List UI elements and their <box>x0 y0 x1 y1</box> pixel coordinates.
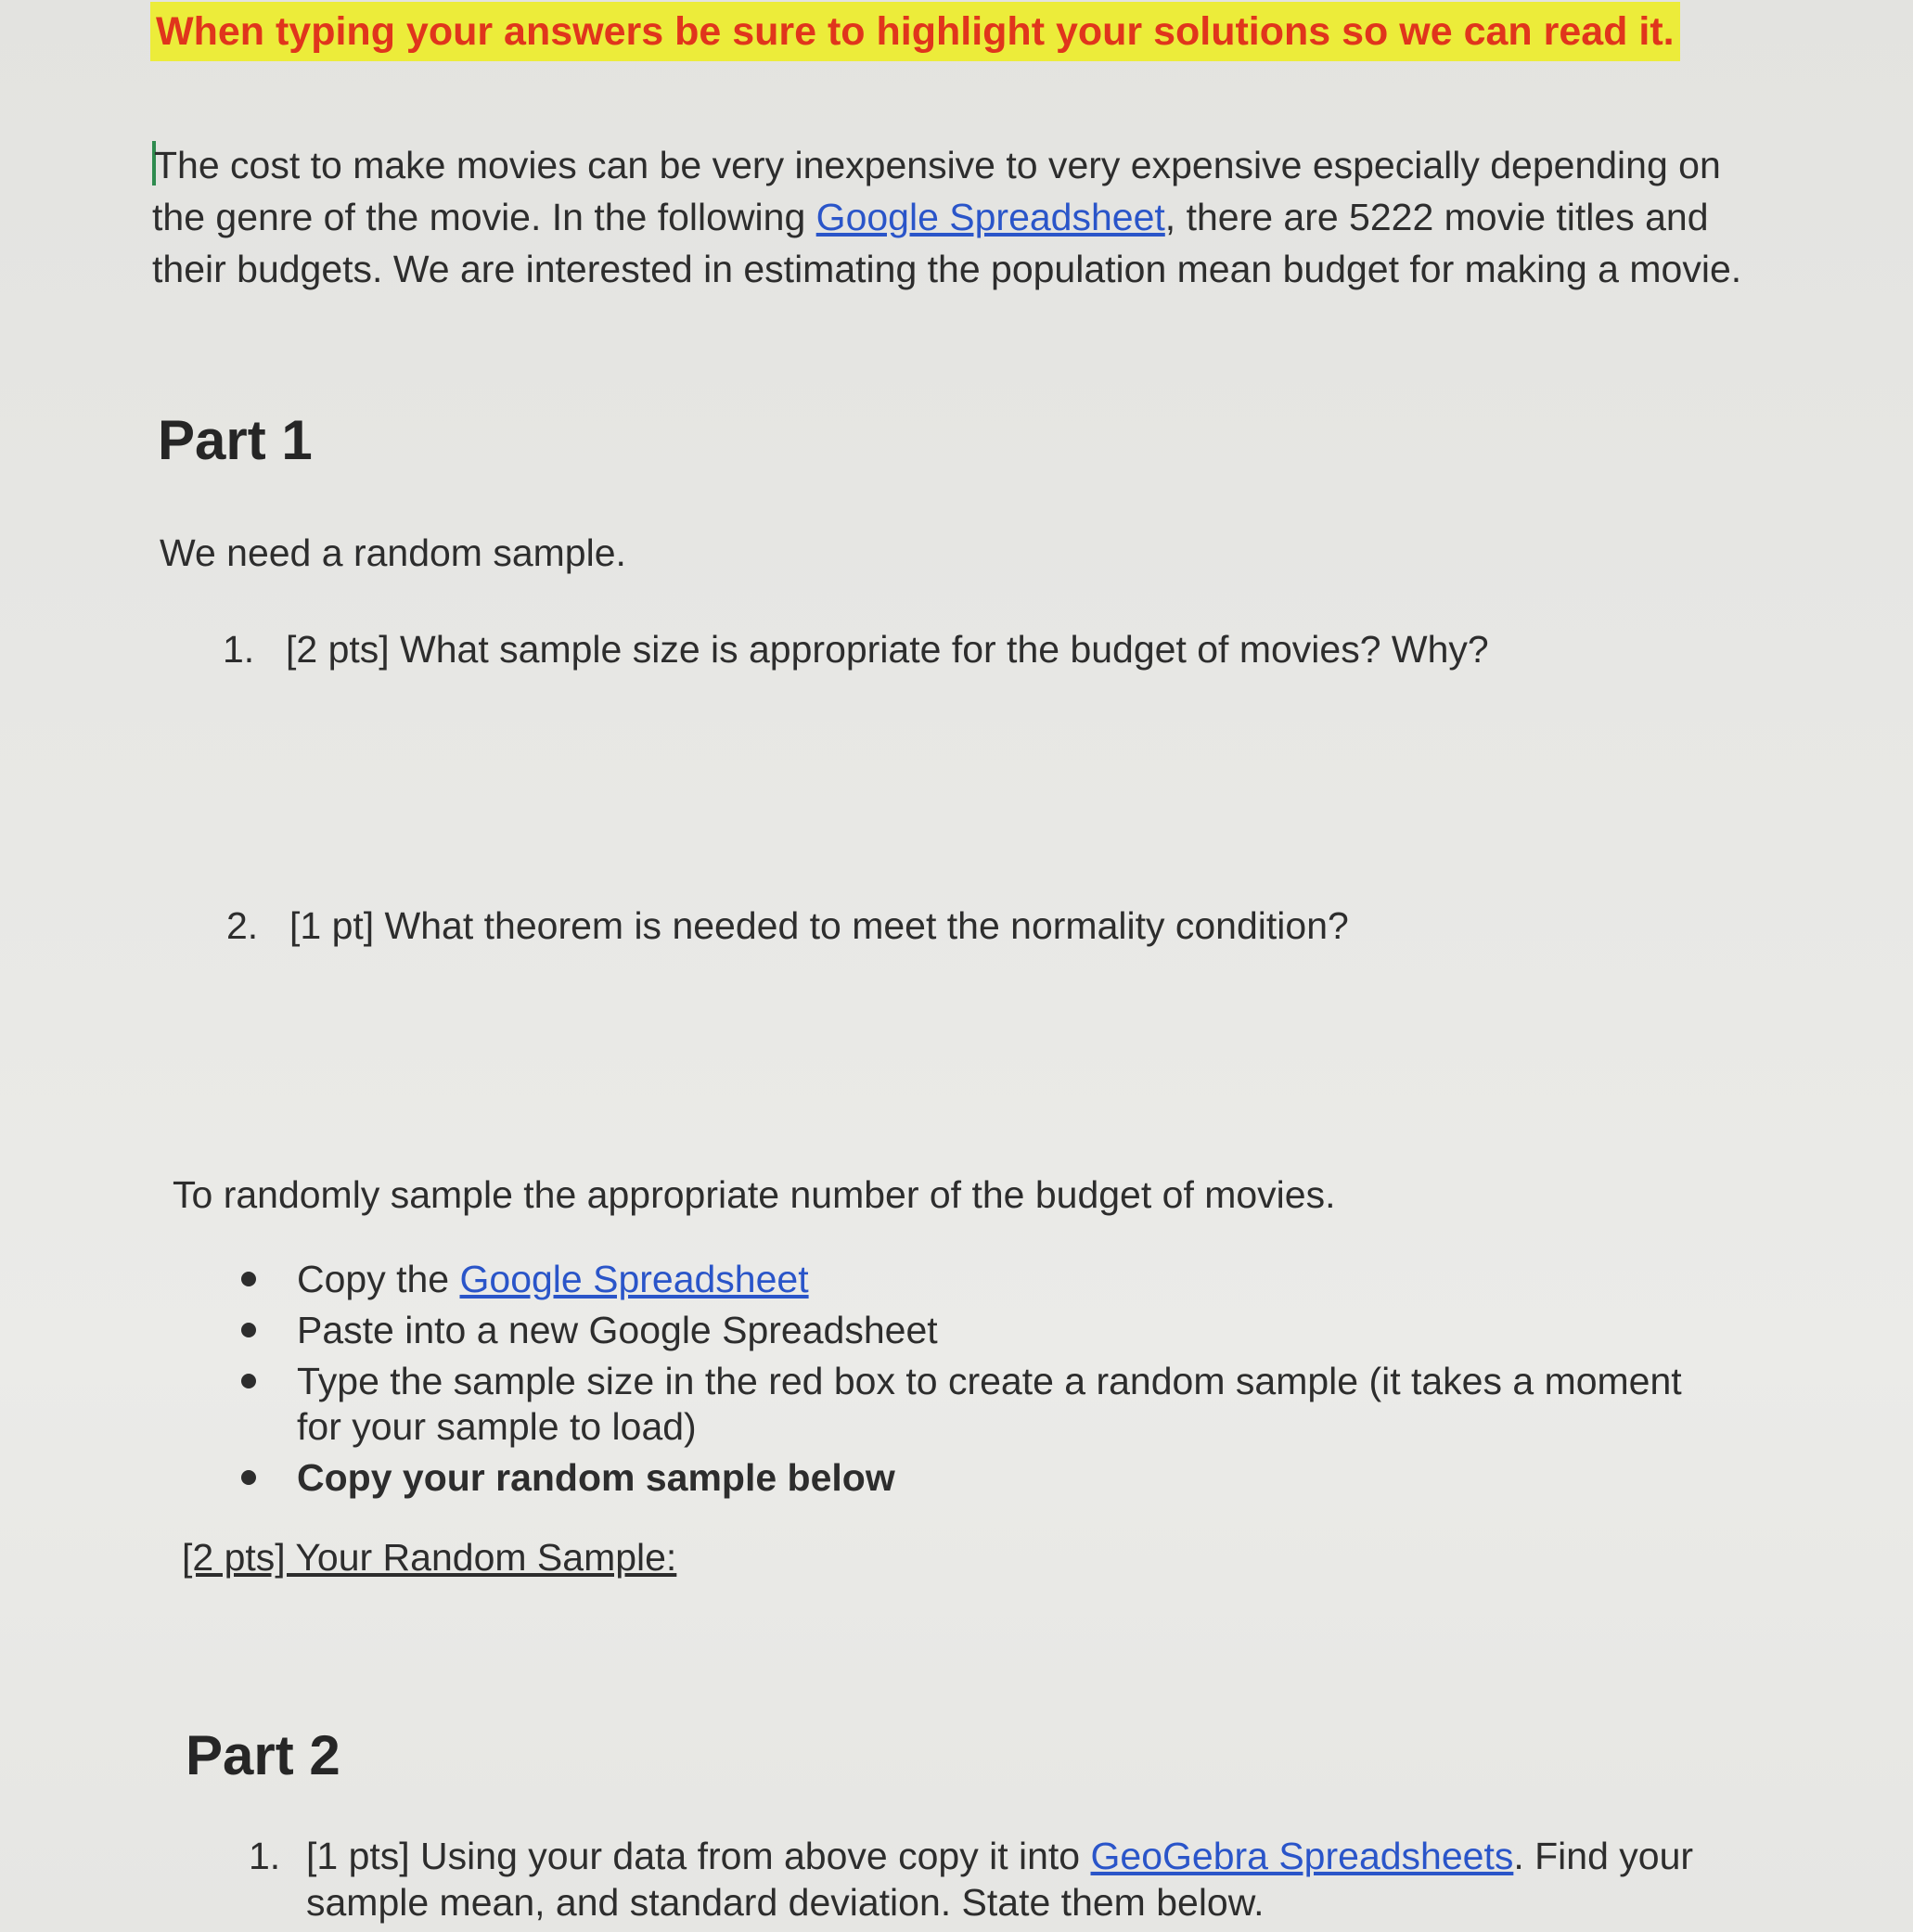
paste-step-text: Paste into a new Google Spreadsheet <box>297 1309 938 1351</box>
intro-text-start: The cost to make movies can be very inexpensive to very expensive especially depending on the genre of the movie. In the following <box>152 144 1721 238</box>
part-2-heading: Part 2 <box>186 1724 340 1786</box>
google-spreadsheet-link-2[interactable]: Google Spreadsheet <box>459 1258 809 1300</box>
question-2-number: 2. <box>226 904 259 947</box>
bullet-icon <box>241 1272 256 1286</box>
highlight-instruction-banner: When typing your answers be sure to highlight your solutions so we can read it. <box>150 2 1680 61</box>
intro-text-end: , there are 5222 movie titles and their budgets. We are interested in estimating the population mean budget for making a movie. <box>152 196 1742 290</box>
random-sample-label: [2 pts] Your Random Sample: <box>182 1536 677 1579</box>
question-1-text: [2 pts] What sample size is appropriate for the budget of movies? Why? <box>286 628 1489 671</box>
sampling-steps-list <box>239 1257 1724 1506</box>
copy-step-text: Copy the <box>297 1258 460 1300</box>
google-spreadsheet-link[interactable]: Google Spreadsheet <box>815 196 1165 238</box>
part-2-question-1-text-start: [1 pts] Using your data from above copy it into <box>306 1835 1091 1877</box>
question-1-number: 1. <box>223 628 255 671</box>
part-1-heading: Part 1 <box>158 409 313 471</box>
part-2-question-1 <box>249 1833 1696 1926</box>
list-item <box>239 1359 1724 1450</box>
question-1 <box>223 628 1489 672</box>
sampling-instructions-lead: To randomly sample the appropriate number of the budget of movies. <box>173 1173 1336 1216</box>
part-2-question-1-text-end: . Find your sample mean, and standard deviation. State them below. <box>306 1835 1694 1924</box>
bullet-icon <box>241 1470 256 1485</box>
intro-paragraph <box>152 139 1748 295</box>
list-item <box>239 1308 1724 1353</box>
copy-sample-step-text: Copy your random sample below <box>297 1456 895 1499</box>
part-2-question-1-number: 1. <box>249 1835 281 1877</box>
question-2-text: [1 pt] What theorem is needed to meet the normality condition? <box>289 904 1349 947</box>
bullet-icon <box>241 1323 256 1337</box>
sample-size-step-text: Type the sample size in the red box to create a random sample (it takes a moment for your sample to load) <box>297 1360 1682 1448</box>
question-2 <box>226 904 1349 948</box>
part-2-question-1-body <box>249 1833 1696 1926</box>
geogebra-spreadsheets-link[interactable]: GeoGebra Spreadsheets <box>1090 1835 1514 1877</box>
list-item <box>239 1257 1724 1302</box>
bullet-icon <box>241 1374 256 1388</box>
part-1-lead: We need a random sample. <box>160 531 626 574</box>
list-item <box>239 1455 1724 1501</box>
